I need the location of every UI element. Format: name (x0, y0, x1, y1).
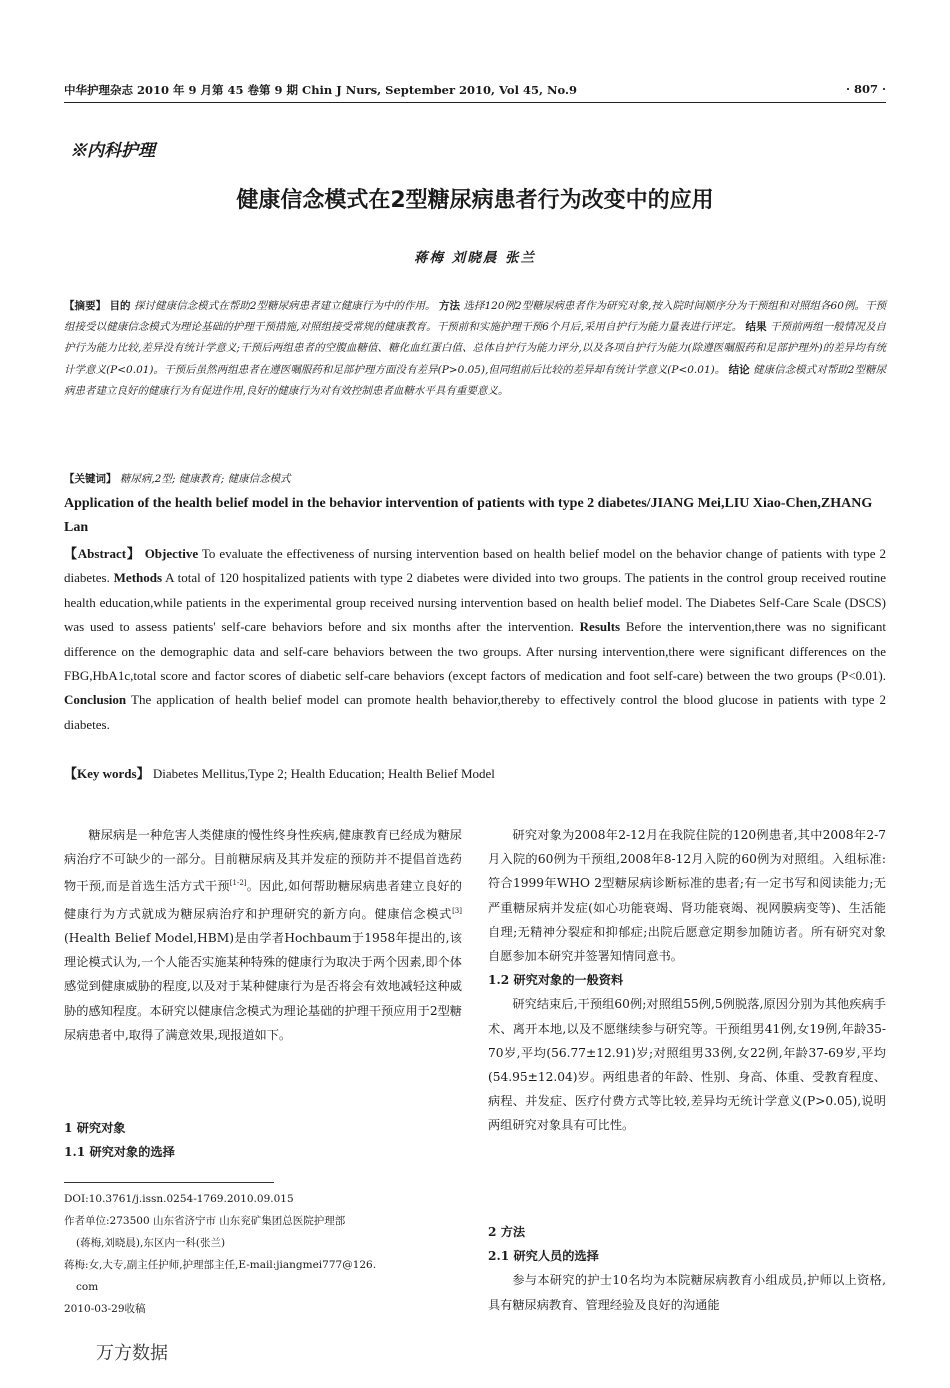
reference-3: [3] (452, 906, 462, 915)
heading-1-1: 1.1 研究对象的选择 (64, 1145, 175, 1160)
received-date: 2010-03-29收稿 (64, 1303, 146, 1315)
authors: 蒋梅 刘晓晨 张兰 (414, 250, 536, 266)
english-abstract (64, 542, 886, 737)
footnote-rule (64, 1182, 274, 1183)
en-keywords-text: Diabetes Mellitus,Type 2; Health Education; Health Belief Model (152, 766, 495, 781)
heading-2: 2 方法 (488, 1225, 526, 1239)
article-title: 健康信念模式在2型糖尿病患者行为改变中的应用 (236, 188, 714, 213)
staff-paragraph: 参与本研究的护士10名均为本院糖尿病教育小组成员,护师以上资格,具有糖尿病教育、管理经验及良好的沟通能 (488, 1273, 886, 1312)
footnotes (64, 1188, 462, 1320)
en-results-label: Results (579, 619, 621, 635)
en-methods-label: Methods (113, 570, 163, 586)
author-info-2: com (76, 1281, 99, 1293)
abstract-label: 【摘要】 (64, 300, 107, 312)
reference-1-2: [1-2] (229, 879, 247, 888)
journal-citation: 中华护理杂志 2010 年 9 月第 45 卷第 9 期 Chin J Nurs, September 2010, Vol 45, No.9 (64, 83, 577, 97)
methods-label: 方法 (438, 300, 461, 312)
en-keywords-label: 【Key words】 (64, 766, 150, 781)
en-objective-text: To evaluate the effectiveness of nursing intervention based on health belief model on the behavior change of patients with type 2 diabetes. (64, 546, 886, 586)
intro-text-1: 糖尿病是一种危害人类健康的慢性终身性疾病,健康教育已经成为糖尿病治疗不可缺少的一部分。目前糖尿病及其并发症的预防并不提倡首选药物干预,而是首选生活方式干预 (64, 828, 462, 894)
objective-label: 目的 (109, 300, 131, 312)
results-label: 结果 (745, 321, 767, 334)
methods-text: 选择120例2型糖尿病患者作为研究对象,按入院时间顺序分为干预组和对照组各60例。干预组接受以健康信念模式为理论基础的护理干预措施,对照组接受常规的健康教育。干预前和实施护理干预6个月后,采用自护行为能力量表进行评定。 (64, 300, 887, 334)
general-data-paragraph: 研究结束后,干预组60例;对照组55例,5例脱落,原因分别为其他疾病手术、离开本地,以及不愿继续参与研究等。干预组男41例,女19例,年龄35-70岁,平均(56.77±12.91)岁;对照组男33例,女22例,年龄37-69岁,平均(54.95±12.04)岁。两组患者的年龄、性别、身高、体重、受教育程度、病程、并发症、医疗付费方式等比较,差异均无统计学意义(P>0.05),说明两组研究对象具有可比性。 (488, 997, 886, 1133)
header-rule (64, 102, 886, 103)
chinese-abstract (64, 296, 886, 402)
left-column-headings (64, 1116, 462, 1164)
intro-text-2: 。因此,如何帮助糖尿病患者建立良好的健康行为方式就成为糖尿病治疗和护理研究的新方向。健康信念模式 (64, 879, 462, 921)
keywords-text: 糖尿病,2型; 健康教育; 健康信念模式 (119, 473, 291, 485)
chinese-keywords (64, 471, 886, 486)
left-column-intro (64, 823, 462, 1047)
heading-1-2: 1.2 研究对象的一般资料 (488, 973, 624, 988)
english-keywords (64, 763, 886, 782)
conclusion-text: 健康信念模式对帮助2型糖尿病患者建立良好的健康行为有促进作用,良好的健康行为对有效控制患者血糖水平具有重要意义。 (64, 363, 887, 397)
intro-text-3: (Health Belief Model,HBM)是由学者Hochbaum于1958年提出的,该理论模式认为,一个人能否实施某种特殊的健康行为取决于两个因素,即个体感觉到健康威胁的程度,以及对于某种健康行为是否将会有效地减轻这种威胁的感知程度。本研究以健康信念模式为理论基础的护理干预应用于2型糖尿病患者中,取得了满意效果,现报道如下。 (64, 930, 462, 1042)
author-unit-1: 作者单位:273500 山东省济宁市 山东兖矿集团总医院护理部 (64, 1215, 346, 1227)
english-title: Application of the health belief model in the behavior intervention of patients with type 2 diabetes/JIANG Mei,LIU Xiao-Chen,ZHANG Lan (64, 496, 873, 535)
journal-header (64, 80, 886, 100)
section-label: ※内科护理 (70, 141, 155, 161)
author-unit-2: (蒋梅,刘晓晨),东区内一科(张兰) (76, 1237, 226, 1249)
en-methods-text: A total of 120 hospitalized patients with type 2 diabetes were divided into two groups. The patients in the control group received routine health education,while patients in the experimental group received nursing intervention based on health belief model. The Diabetes Self-Care Scale (DSCS) was used to assess patients' self-care behaviors before and six months after the intervention. (64, 570, 886, 635)
en-conclusion-text: The application of health belief model can promote health behavior,thereby to effectively control the blood glucose in patients with type 2 diabetes. (64, 692, 887, 732)
keywords-label: 【关键词】 (64, 473, 117, 485)
objective-text: 探讨健康信念模式在帮助2型糖尿病患者建立健康行为中的作用。 (133, 300, 436, 312)
en-conclusion-label: Conclusion (64, 692, 127, 708)
heading-2-1: 2.1 研究人员的选择 (488, 1249, 599, 1264)
intro-paragraph (64, 823, 462, 1047)
en-abstract-label: 【Abstract】 (64, 546, 141, 561)
doi: DOI:10.3761/j.issn.0254-1769.2010.09.015 (64, 1193, 294, 1205)
right-column-methods (488, 1220, 886, 1317)
watermark: 万方数据 (96, 1343, 168, 1364)
page-number: · 807 · (845, 82, 886, 96)
en-results-text: Before the intervention,there was no significant difference on the demographic data and self-care behaviors between the two groups. After nursing intervention,there were significant differences on the FBG,HbA1c,total score and factor scores of diabetic self-care behaviors (except factors of medication and foot self-care) between the two groups (P<0.01). (64, 619, 886, 684)
author-info-1: 蒋梅:女,大专,副主任护师,护理部主任,E-mail:jiangmei777@126. (64, 1259, 377, 1271)
en-objective-label: Objective (144, 546, 199, 561)
subjects-paragraph: 研究对象为2008年2-12月在我院住院的120例患者,其中2008年2-7月入院的60例为干预组,2008年8-12月入院的60例为对照组。入组标准:符合1999年WHO 2型糖尿病诊断标准的患者;有一定书写和阅读能力;无严重糖尿病并发症(如心功能衰竭、肾功能衰竭、视网膜病变等)、生活能自理;无精神分裂症和抑郁症;出院后愿意定期参加随访者。所有研究对象自愿参加本研究并签署知情同意书。 (488, 828, 886, 964)
results-text: 干预前两组一般情况及自护行为能力比较,差异没有统计学意义;干预后两组患者的空腹血糖值、糖化血红蛋白值、总体自护行为能力评分,以及各项自护行为能力(除遵医嘱服药和足部护理外)的差异均有统计学意义(P<0.01)。干预后虽然两组患者在遵医嘱服药和足部护理方面没有差异(P>0.05),但同组前后比较的差异却有统计学意义(P<0.01)。 (64, 321, 887, 376)
heading-1: 1 研究对象 (64, 1121, 126, 1135)
right-column (488, 823, 886, 1138)
conclusion-label: 结论 (728, 363, 750, 376)
